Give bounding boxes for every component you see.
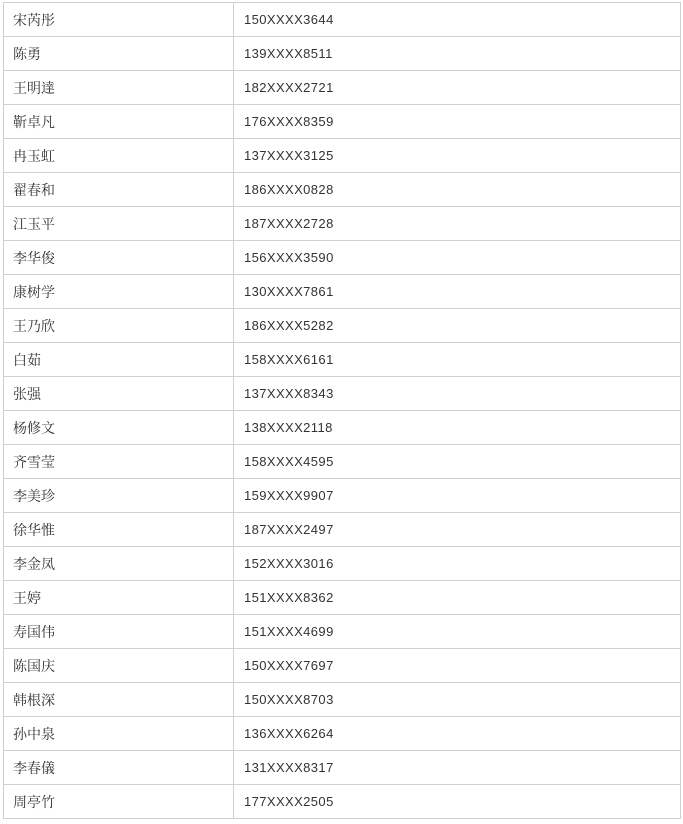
table-row [4, 309, 680, 343]
phone-cell: 159XXXX9907 [244, 488, 334, 503]
name-cell: 李华俊 [4, 241, 234, 274]
table-row [4, 3, 680, 37]
name-cell: 王明達 [4, 71, 234, 104]
phone-cell: 186XXXX0828 [244, 182, 334, 197]
name-cell: 靳卓凡 [4, 105, 234, 138]
table-row [4, 37, 680, 71]
name-cell: 李美珍 [4, 479, 234, 512]
table-row [4, 411, 680, 445]
phone-cell: 150XXXX3644 [244, 12, 334, 27]
name-cell: 江玉平 [4, 207, 234, 240]
table-row [4, 615, 680, 649]
name-cell: 王乃欣 [4, 309, 234, 342]
phone-cell: 176XXXX8359 [244, 114, 334, 129]
table-row [4, 717, 680, 751]
name-cell: 李金凤 [4, 547, 234, 580]
name-cell: 孙中泉 [4, 717, 234, 750]
table-row [4, 445, 680, 479]
phone-cell: 136XXXX6264 [244, 726, 334, 741]
table-row [4, 649, 680, 683]
table-row [4, 785, 680, 819]
name-cell: 宋芮彤 [4, 3, 234, 36]
phone-cell: 177XXXX2505 [244, 794, 334, 809]
phone-cell: 187XXXX2497 [244, 522, 334, 537]
table-row [4, 479, 680, 513]
name-cell: 杨修文 [4, 411, 234, 444]
table-row [4, 207, 680, 241]
name-cell: 徐华惟 [4, 513, 234, 546]
name-cell: 寿国伟 [4, 615, 234, 648]
phone-cell: 158XXXX6161 [244, 352, 334, 367]
contact-table [3, 2, 681, 819]
name-cell: 陈勇 [4, 37, 234, 70]
table-row [4, 71, 680, 105]
phone-cell: 139XXXX8511 [244, 46, 333, 61]
table-row [4, 751, 680, 785]
phone-cell: 182XXXX2721 [244, 80, 334, 95]
phone-cell: 150XXXX8703 [244, 692, 334, 707]
name-cell: 翟春和 [4, 173, 234, 206]
phone-cell: 131XXXX8317 [244, 760, 334, 775]
phone-cell: 150XXXX7697 [244, 658, 334, 673]
table-row [4, 683, 680, 717]
table-row [4, 581, 680, 615]
name-cell: 李春儀 [4, 751, 234, 784]
name-cell: 张强 [4, 377, 234, 410]
phone-cell: 187XXXX2728 [244, 216, 334, 231]
phone-cell: 158XXXX4595 [244, 454, 334, 469]
phone-cell: 137XXXX8343 [244, 386, 334, 401]
table-row [4, 139, 680, 173]
phone-cell: 138XXXX2118 [244, 420, 333, 435]
phone-cell: 151XXXX8362 [244, 590, 334, 605]
phone-cell: 151XXXX4699 [244, 624, 334, 639]
name-cell: 康树学 [4, 275, 234, 308]
phone-cell: 186XXXX5282 [244, 318, 334, 333]
name-cell: 白茹 [4, 343, 234, 376]
table-row [4, 241, 680, 275]
table-row [4, 513, 680, 547]
table-row [4, 173, 680, 207]
phone-cell: 156XXXX3590 [244, 250, 334, 265]
table-row [4, 275, 680, 309]
name-cell: 韩根深 [4, 683, 234, 716]
table-row [4, 377, 680, 411]
table-row [4, 105, 680, 139]
name-cell: 王婷 [4, 581, 234, 614]
name-cell: 周亭竹 [4, 785, 234, 818]
phone-cell: 152XXXX3016 [244, 556, 334, 571]
phone-cell: 130XXXX7861 [244, 284, 334, 299]
table-row [4, 343, 680, 377]
phone-cell: 137XXXX3125 [244, 148, 334, 163]
name-cell: 陈国庆 [4, 649, 234, 682]
table-row [4, 547, 680, 581]
name-cell: 冉玉虹 [4, 139, 234, 172]
name-cell: 齐雪莹 [4, 445, 234, 478]
